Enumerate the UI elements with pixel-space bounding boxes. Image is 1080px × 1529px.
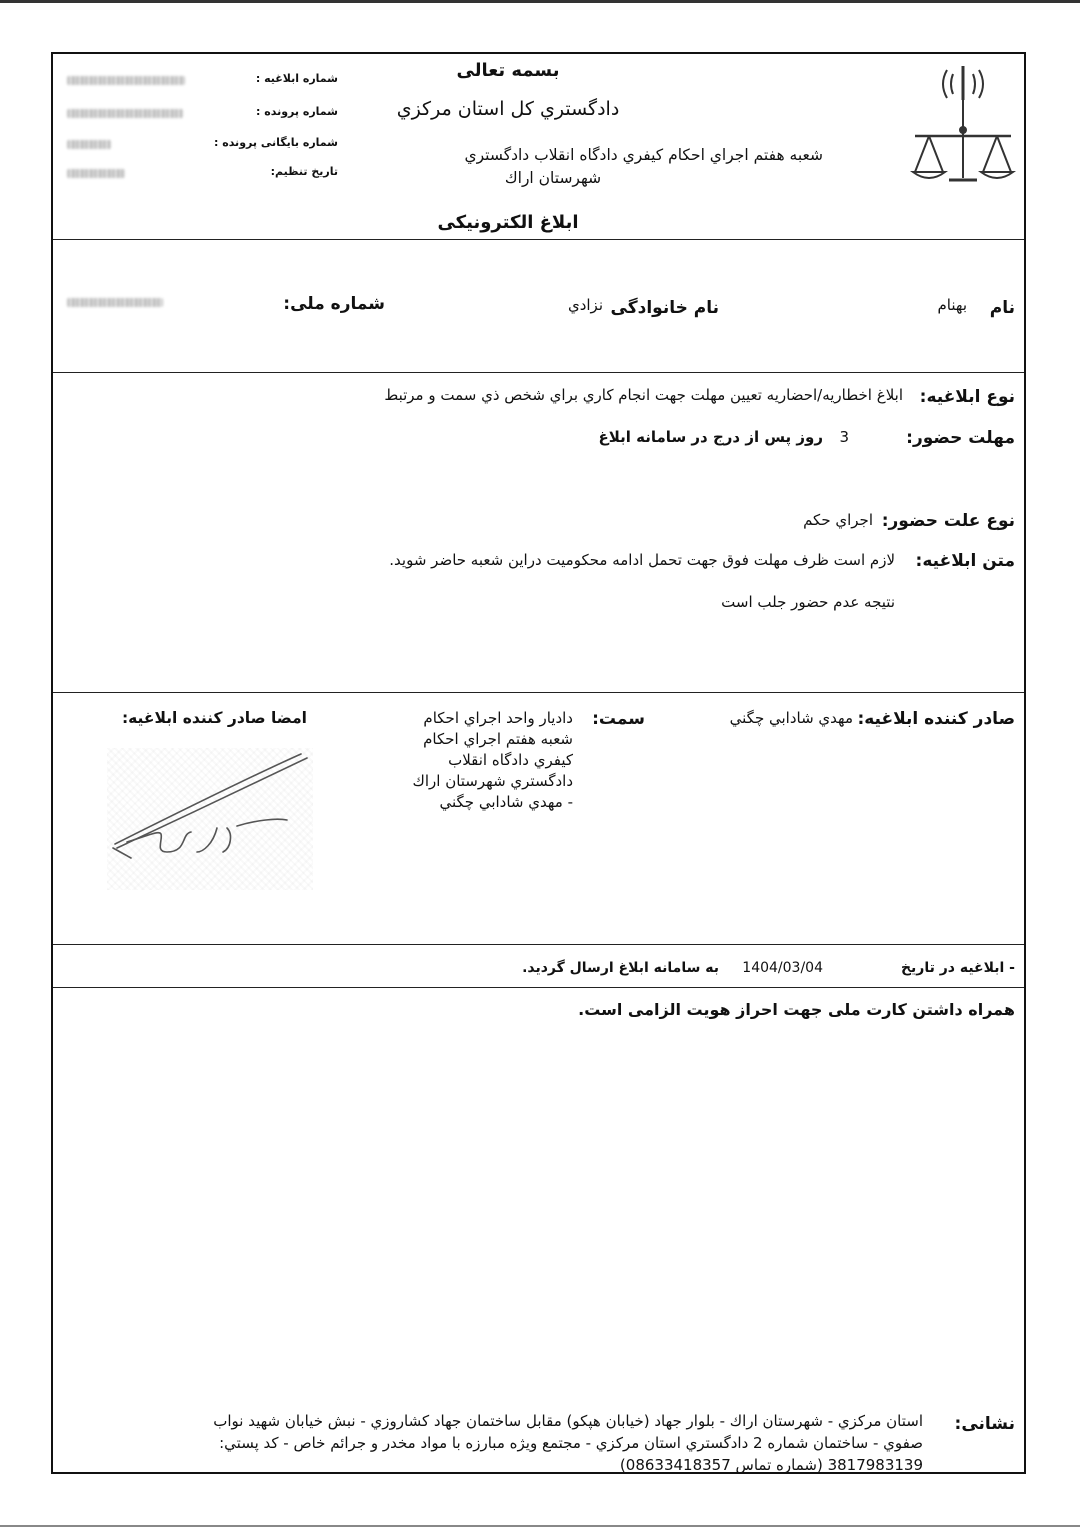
- notice-text-line2: نتيجه عدم حضور جلب است: [721, 593, 895, 611]
- delivery-suffix: به سامانه ابلاغ ارسال گردید.: [522, 960, 719, 976]
- reason-label: نوع علت حضور:: [881, 511, 1015, 531]
- archive-number-label: شماره بایگانی پرونده :: [213, 136, 338, 149]
- deadline-days: 3: [839, 428, 849, 446]
- notice-type-label: نوع ابلاغیه:: [919, 387, 1015, 407]
- notice-text-line1: لازم است ظرف مهلت فوق جهت تحمل ادامه محكوميت دراين شعبه حاضر شويد.: [389, 551, 895, 569]
- last-name-value: نزادي: [567, 296, 603, 314]
- position-line3: كيفري دادگاه انقلاب: [448, 751, 573, 769]
- case-number-redacted: [67, 109, 183, 118]
- notice-number-label: شماره ابلاغیه :: [255, 72, 338, 85]
- national-id-redacted: [67, 298, 163, 307]
- national-id-label: شماره ملی:: [283, 294, 385, 314]
- date-redacted: [67, 169, 125, 178]
- case-number-label: شماره پرونده :: [256, 105, 338, 118]
- position-line1: داديار واحد اجراي احكام: [423, 709, 573, 727]
- issuer-name: مهدي شادابي چگني: [729, 709, 853, 727]
- delivery-date-value: 1404/03/04: [742, 960, 823, 976]
- bismillah-heading: بسمه تعالی: [456, 60, 560, 81]
- first-name-value: بهنام: [937, 296, 967, 314]
- branch-name-line2: شهرستان اراك: [504, 169, 602, 187]
- divider-issuer: [53, 944, 1024, 945]
- first-name-label: نام: [989, 298, 1015, 318]
- deadline-label: مهلت حضور:: [906, 428, 1015, 448]
- bottom-border: [0, 1525, 1080, 1527]
- delivery-date-label: - ابلاغیه در تاریخ: [900, 960, 1015, 976]
- national-id-requirement-note: همراه داشتن کارت ملی جهت احراز هویت الزامی است.: [578, 1000, 1015, 1019]
- position-line4: دادگستري شهرستان اراك: [412, 772, 573, 790]
- last-name-label: نام خانوادگی: [610, 298, 719, 318]
- notice-text-label: متن ابلاغیه:: [915, 551, 1015, 571]
- address-line2: صفوي - ساختمان شماره 2 دادگستري استان مركزي - مجتمع ويژه مبارزه با مواد مخدر و جرائم خاص - كد پستي:: [219, 1434, 923, 1452]
- divider-delivery: [53, 987, 1024, 988]
- signature-image: [107, 748, 313, 890]
- reason-value: اجراي حكم: [803, 511, 873, 529]
- branch-name-line1: شعبه هفتم اجراي احكام كيفري دادگاه انقلاب دادگستري: [464, 146, 823, 164]
- divider-header: [53, 239, 1024, 240]
- position-line5: - مهدي شادابي چگني: [439, 793, 573, 811]
- position-line2: شعبه هفتم اجراي احكام: [423, 730, 573, 748]
- organization-name: دادگستري كل استان مركزي: [396, 98, 620, 120]
- date-label: تاریخ تنظیم:: [270, 165, 338, 178]
- divider-notice: [53, 692, 1024, 693]
- address-line3: 3817983139 (شماره تماس 08633418357): [619, 1456, 923, 1474]
- top-border: [0, 0, 1080, 3]
- notice-number-redacted: [67, 76, 185, 85]
- archive-number-redacted: [67, 140, 111, 149]
- emblem-icon: [909, 60, 1017, 188]
- position-label: سمت:: [592, 709, 645, 729]
- address-line1: استان مركزي - شهرستان اراك - بلوار جهاد (خيابان هپكو) مقابل ساختمان جهاد كشاروزي - نبش خيابان شهيد نواب: [213, 1412, 923, 1430]
- issuer-label: صادر کننده ابلاغیه:: [857, 709, 1015, 729]
- notice-type-value: ابلاغ اخطاريه/احضاريه تعيين مهلت جهت انجام كاري براي شخص ذي سمت و مرتبط: [384, 386, 903, 404]
- signature-label: امضا صادر کننده ابلاغیه:: [121, 709, 307, 727]
- divider-person: [53, 372, 1024, 373]
- deadline-text: روز پس از درج در سامانه ابلاغ: [598, 428, 823, 446]
- document-title: ابلاغ الکترونیکی: [437, 212, 579, 233]
- document-frame: [51, 52, 1026, 1474]
- address-label: نشانی:: [954, 1414, 1015, 1434]
